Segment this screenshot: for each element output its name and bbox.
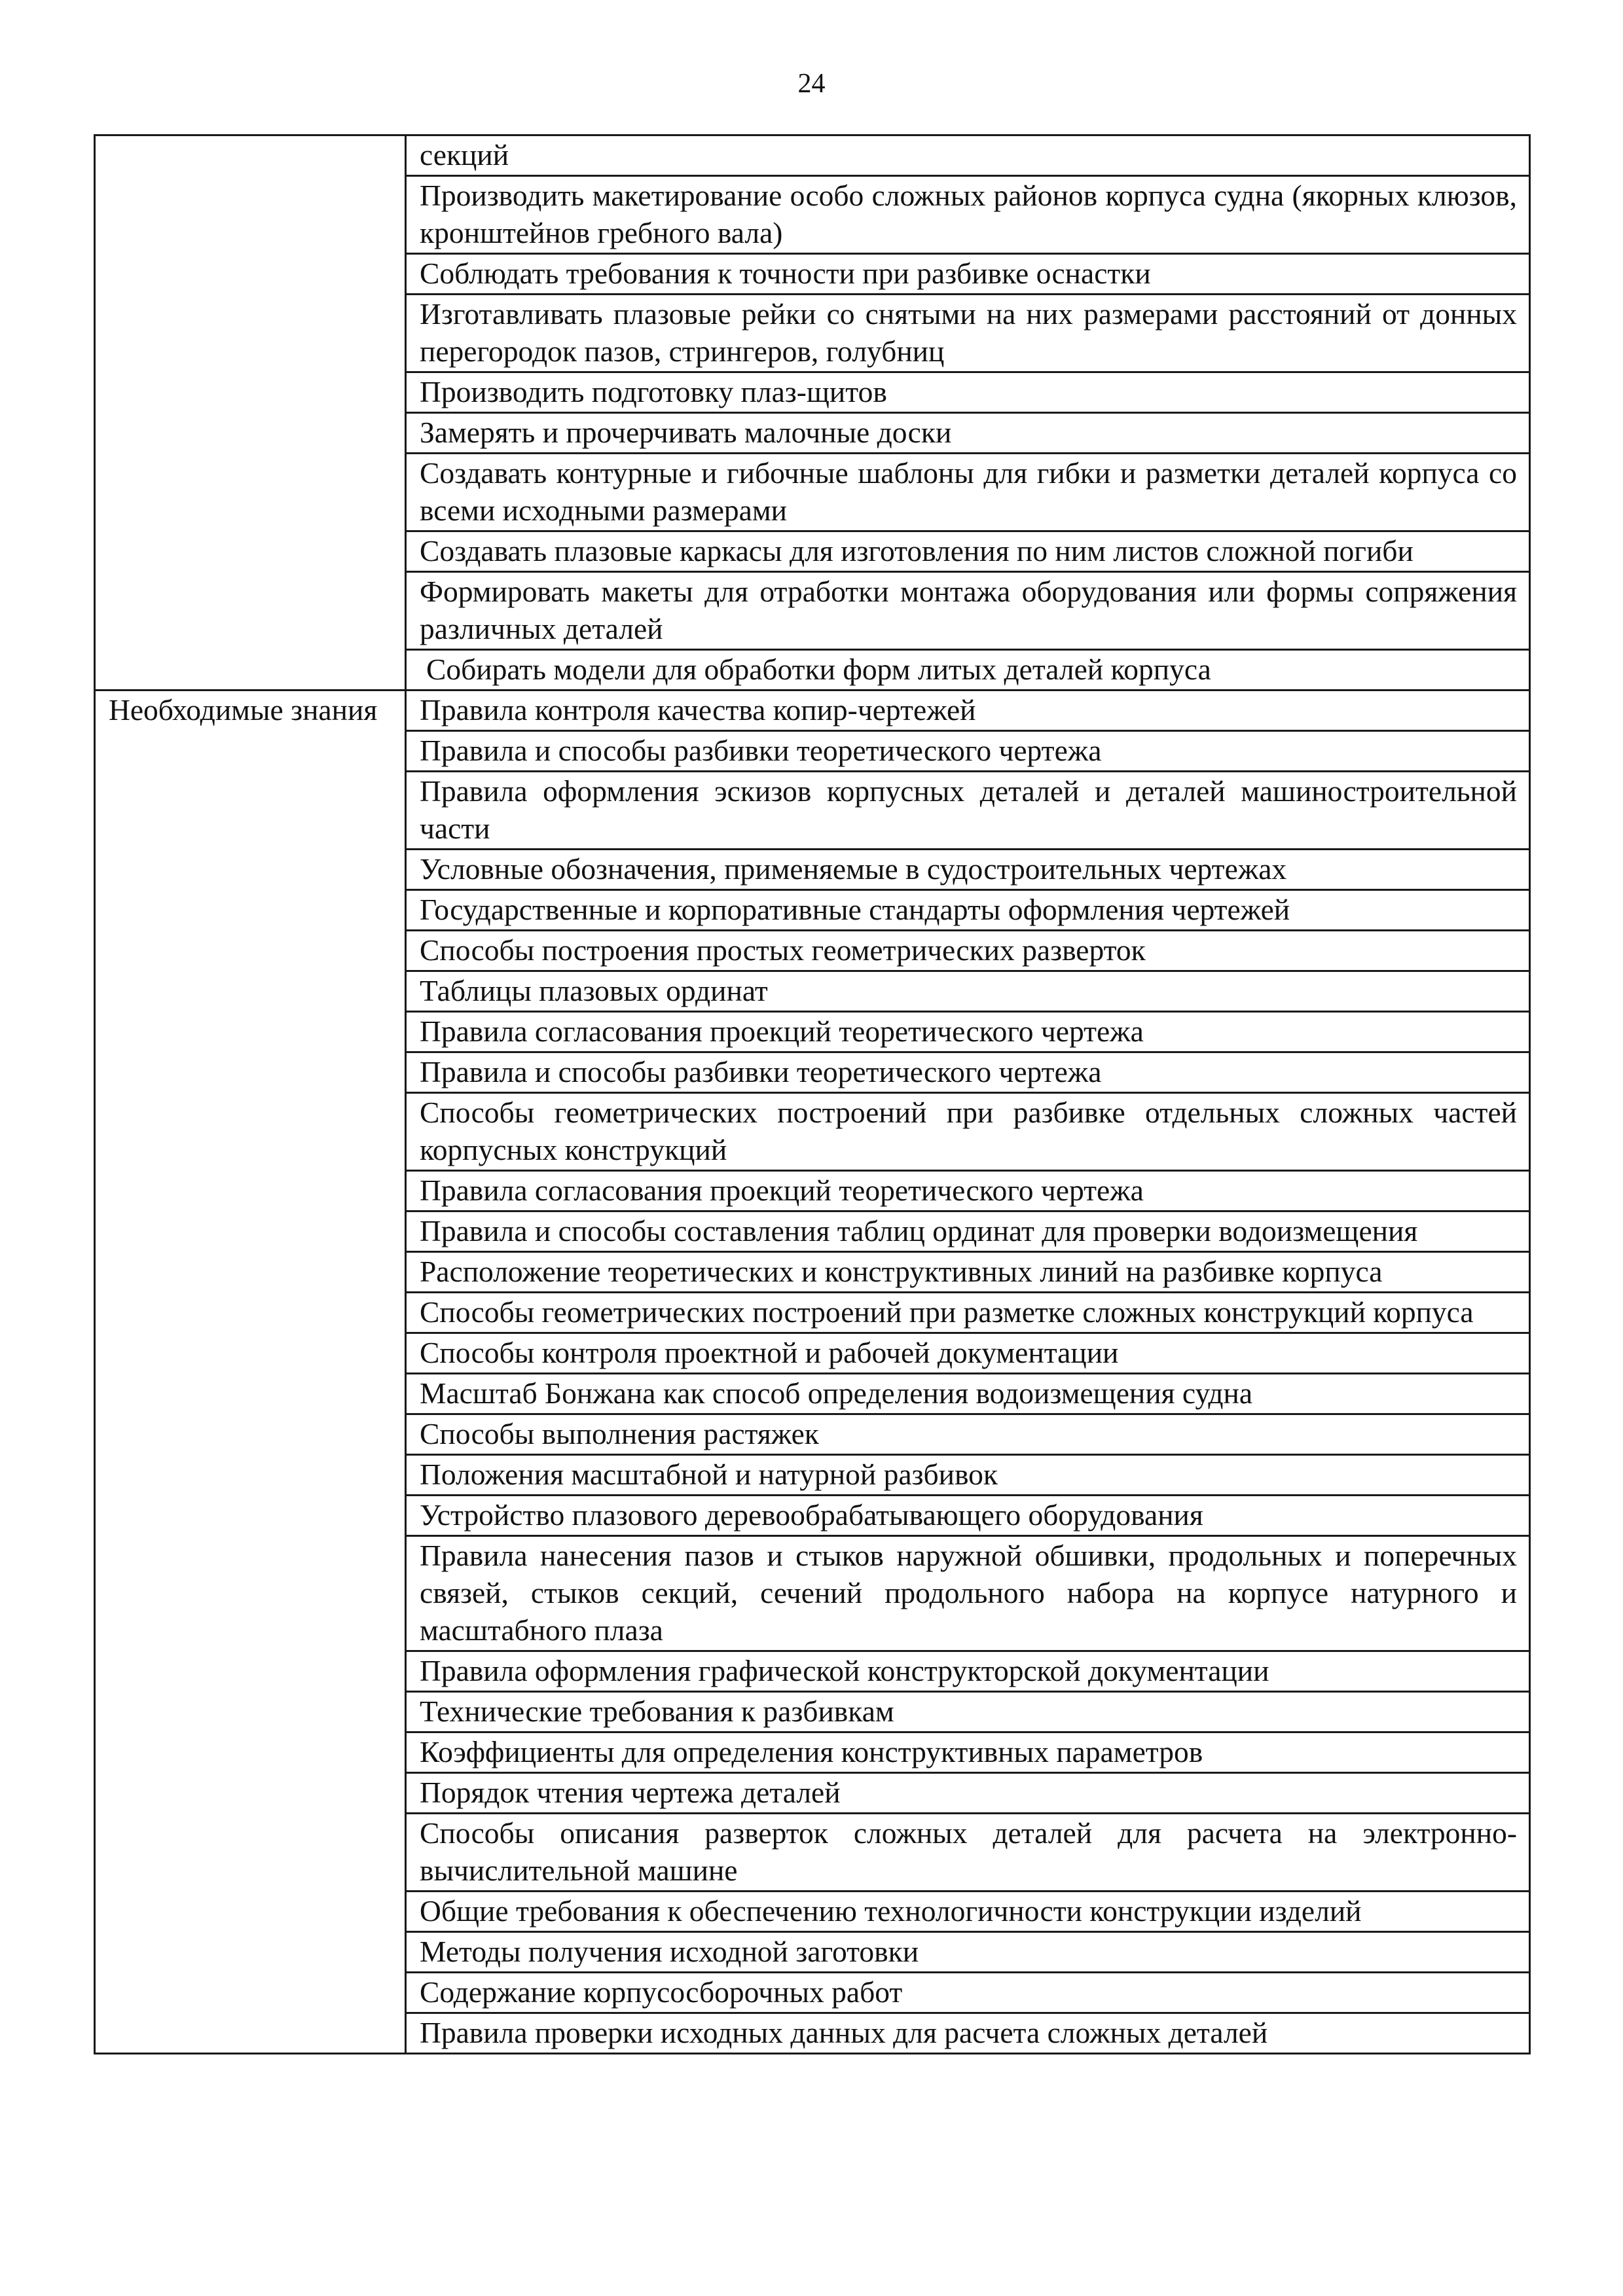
knowledge-item: Устройство плазового деревообрабатывающего оборудования — [406, 1496, 1530, 1536]
knowledge-item: Правила оформления эскизов корпусных деталей и деталей машиностроительной части — [406, 772, 1530, 850]
knowledge-item: Способы построения простых геометрических разверток — [406, 931, 1530, 971]
knowledge-item: Технические требования к разбивкам — [406, 1692, 1530, 1732]
skill-item: Создавать плазовые каркасы для изготовления по ним листов сложной погиби — [406, 531, 1530, 572]
skill-item: Создавать контурные и гибочные шаблоны для гибки и разметки деталей корпуса со всеми исходными размерами — [406, 454, 1530, 531]
knowledge-item: Правила нанесения пазов и стыков наружной обшивки, продольных и поперечных связей, стыков секций, сечений продольного набора на корпусе натурного и масштабного плаза — [406, 1536, 1530, 1651]
skill-item: секций — [406, 135, 1530, 176]
knowledge-item: Таблицы плазовых ординат — [406, 971, 1530, 1012]
table-row — [95, 135, 1530, 176]
skill-item: Собирать модели для обработки форм литых деталей корпуса — [406, 650, 1530, 691]
skill-item: Замерять и прочерчивать малочные доски — [406, 413, 1530, 454]
knowledge-item: Правила и способы составления таблиц ординат для проверки водоизмещения — [406, 1211, 1530, 1252]
knowledge-item: Расположение теоретических и конструктивных линий на разбивке корпуса — [406, 1252, 1530, 1293]
knowledge-item: Способы выполнения растяжек — [406, 1414, 1530, 1455]
knowledge-item: Способы описания разверток сложных деталей для расчета на электронно-вычислительной машине — [406, 1814, 1530, 1892]
knowledge-item: Правила и способы разбивки теоретического чертежа — [406, 1052, 1530, 1093]
knowledge-label: Необходимые знания — [95, 691, 406, 2054]
skill-item: Изготавливать плазовые рейки со снятыми на них размерами расстояний от донных перегородок пазов, стрингеров, голубниц — [406, 295, 1530, 372]
knowledge-item: Способы контроля проектной и рабочей документации — [406, 1333, 1530, 1374]
knowledge-item: Способы геометрических построений при разметке сложных конструкций корпуса — [406, 1293, 1530, 1333]
knowledge-item: Содержание корпусосборочных работ — [406, 1973, 1530, 2013]
competency-table — [94, 134, 1531, 2054]
knowledge-item: Правила и способы разбивки теоретического чертежа — [406, 731, 1530, 772]
skill-item: Формировать макеты для отработки монтажа оборудования или формы сопряжения различных деталей — [406, 572, 1530, 650]
skill-item: Производить макетирование особо сложных районов корпуса судна (якорных клюзов, кронштейнов гребного вала) — [406, 176, 1530, 254]
knowledge-item: Порядок чтения чертежа деталей — [406, 1773, 1530, 1814]
knowledge-item: Общие требования к обеспечению технологичности конструкции изделий — [406, 1892, 1530, 1932]
table-row — [95, 691, 1530, 731]
knowledge-item: Способы геометрических построений при разбивке отдельных сложных частей корпусных конструкций — [406, 1093, 1530, 1171]
skill-item: Соблюдать требования к точности при разбивке оснастки — [406, 254, 1530, 295]
knowledge-item: Коэффициенты для определения конструктивных параметров — [406, 1732, 1530, 1773]
page-number: 24 — [797, 69, 826, 99]
knowledge-item: Правила контроля качества копир-чертежей — [406, 691, 1530, 731]
knowledge-item: Правила согласования проекций теоретического чертежа — [406, 1012, 1530, 1052]
knowledge-item: Государственные и корпоративные стандарты оформления чертежей — [406, 890, 1530, 931]
skills-label-cell — [95, 135, 406, 691]
knowledge-item: Правила согласования проекций теоретического чертежа — [406, 1171, 1530, 1211]
knowledge-item: Правила оформления графической конструкторской документации — [406, 1651, 1530, 1692]
knowledge-item: Масштаб Бонжана как способ определения водоизмещения судна — [406, 1374, 1530, 1414]
knowledge-item: Правила проверки исходных данных для расчета сложных деталей — [406, 2013, 1530, 2054]
knowledge-item: Положения масштабной и натурной разбивок — [406, 1455, 1530, 1496]
knowledge-item: Условные обозначения, применяемые в судостроительных чертежах — [406, 850, 1530, 890]
skill-item: Производить подготовку плаз-щитов — [406, 372, 1530, 413]
knowledge-item: Методы получения исходной заготовки — [406, 1932, 1530, 1973]
